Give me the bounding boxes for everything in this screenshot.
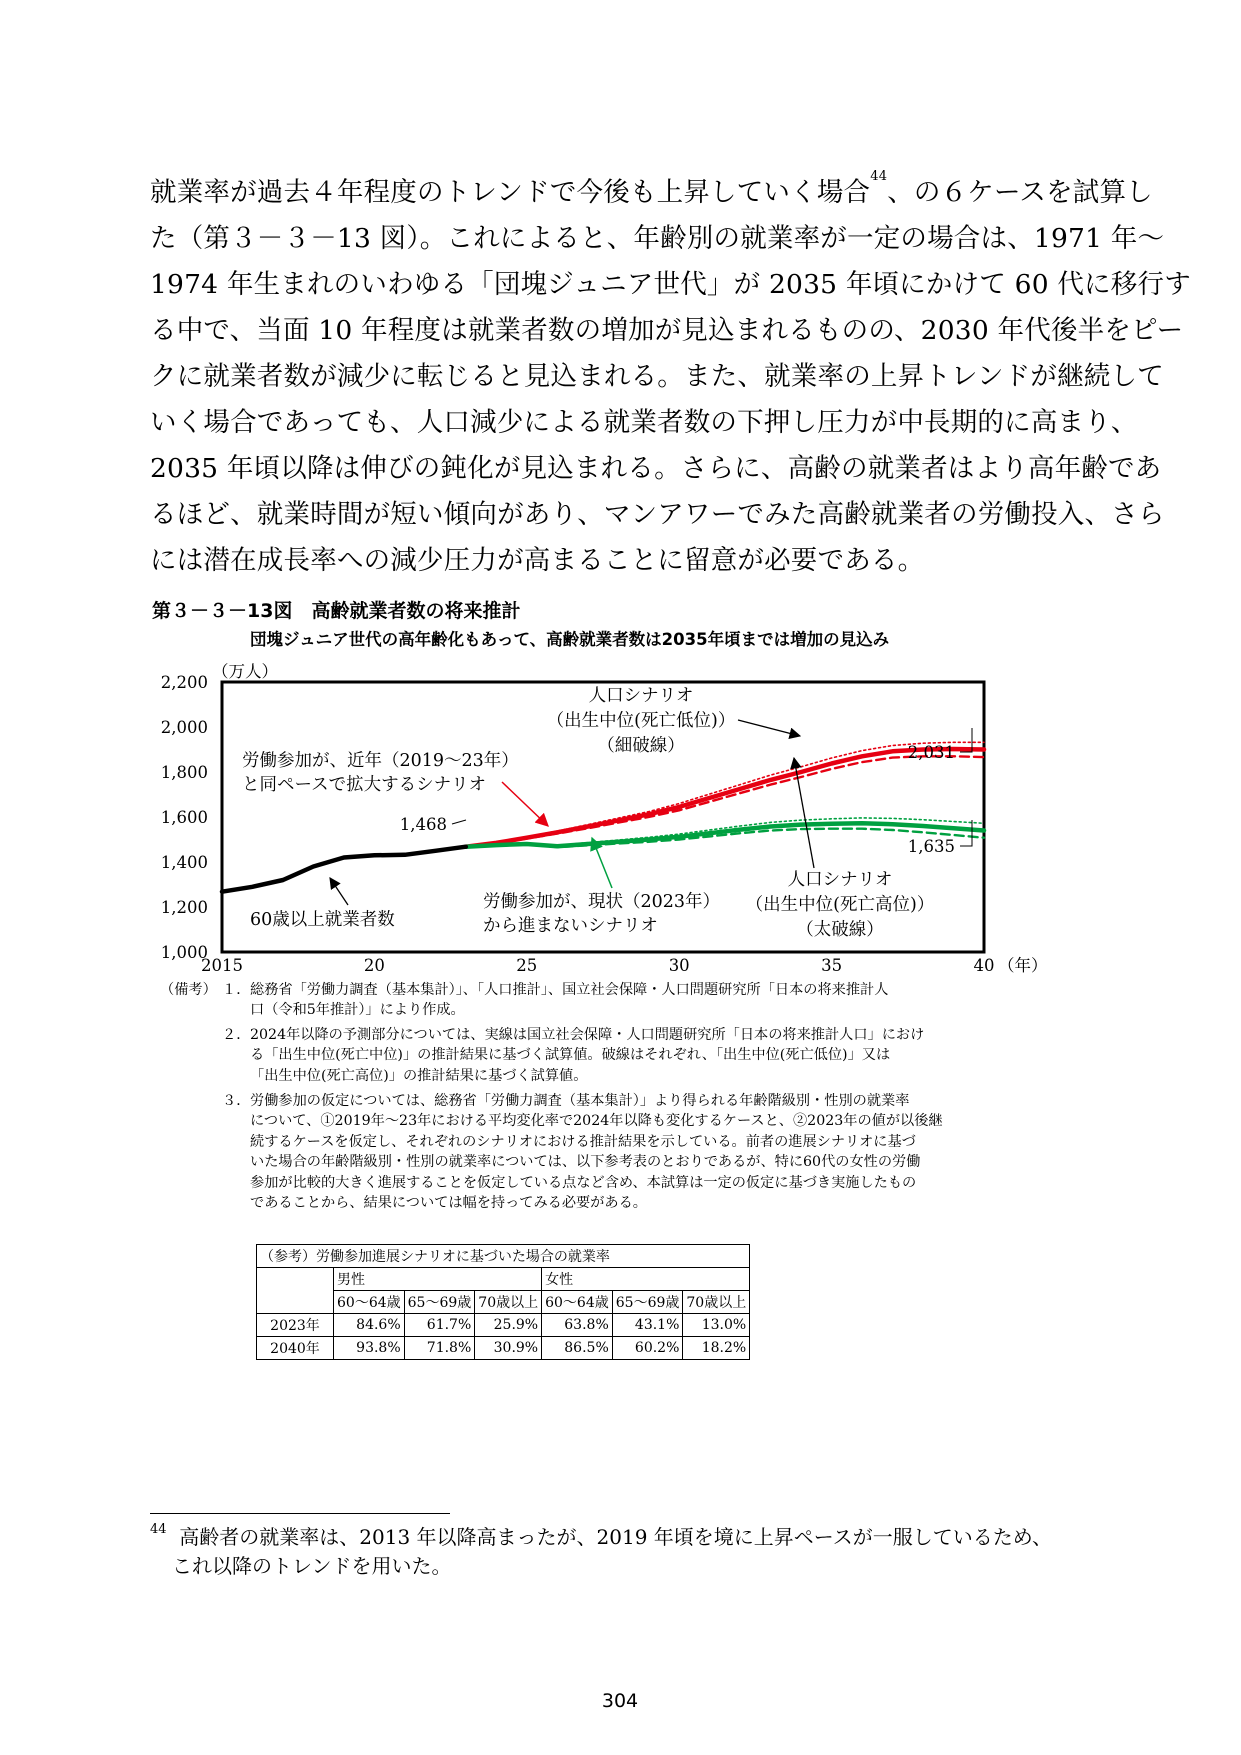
notes-heading: （備考） (160, 982, 217, 998)
figure-title: 第３－３－13図 高齢就業者数の将来推計 (152, 600, 521, 622)
body-line: るほど、就業時間が短い傾向があり、マンアワーでみた高齢就業者の労働投入、さら (150, 499, 1165, 530)
table-cell: 86.5% (542, 1337, 613, 1360)
table-header: 70歳以上 (475, 1291, 542, 1314)
table-group-male: 男性 (334, 1268, 542, 1291)
footnote-mark: 44 (150, 1522, 167, 1537)
y-tick-label: 2,000 (160, 718, 208, 737)
note-text: 総務省「労働力調査（基本集計）」、「人口推計」、国立社会保障・人口問題研究所「日本の将来推計人 (250, 982, 889, 998)
x-unit-label: （年） (998, 956, 1048, 975)
x-tick-label: 25 (516, 956, 538, 975)
footnote (150, 1523, 1090, 1581)
annotation-actual: 60歳以上就業者数 (250, 910, 395, 930)
note-text: 2024年以降の予測部分については、実線は国立社会保障・人口問題研究所「日本の将来推計人口」におけ (250, 1027, 925, 1043)
table-cell: 13.0% (683, 1314, 750, 1337)
table-row (257, 1314, 750, 1337)
note-number: ２． (222, 1027, 251, 1043)
note-line: る「出生中位(死亡中位)」の推計結果に基づく試算値。破線はそれぞれ、「出生中位(死亡低位)」又は (250, 1047, 891, 1064)
note-line: 参加が比較的大きく進展することを仮定している点など含め、本試算は一定の仮定に基づき実施したもの (250, 1174, 917, 1191)
table-cell: 18.2% (683, 1337, 750, 1360)
y-tick-label: 2,200 (160, 673, 208, 692)
table-cell: 43.1% (612, 1314, 683, 1337)
note-item (222, 980, 1082, 1021)
table-header: 65～69歳 (404, 1291, 475, 1314)
annotation-high-death: （太破線） (796, 920, 884, 940)
footnote-line: これ以降のトレンドを用いた。 (172, 1554, 452, 1578)
table-cell: 93.8% (334, 1337, 405, 1360)
table-corner (257, 1268, 334, 1314)
figure-subtitle: 団塊ジュニア世代の高年齢化もあって、高齢就業者数は2035年頃までは増加の見込み (250, 630, 890, 649)
table-header: 65～69歳 (612, 1291, 683, 1314)
body-line: には潜在成長率への減少圧力が高まることに留意が必要である。 (150, 545, 925, 576)
annotation-statusquo: から進まないシナリオ (483, 916, 658, 936)
table-row-label: 2023年 (257, 1314, 334, 1337)
body-line: た（第３－３－13 図）。これによると、年齢別の就業率が一定の場合は、1971 年～ (150, 223, 1165, 254)
note-line (222, 1091, 1082, 1111)
footnote-line (150, 1523, 1090, 1552)
body-line-text: 、の６ケースを試算し (887, 177, 1153, 208)
table-cell: 71.8% (404, 1337, 475, 1360)
series-line-solid-thick (222, 847, 466, 892)
table-cell: 30.9% (475, 1337, 542, 1360)
body-line: 2035 年頃以降は伸びの鈍化が見込まれる。さらに、高齢の就業者はより高年齢であ (150, 453, 1162, 484)
x-tick-label: 20 (363, 956, 385, 975)
note-number: ３． (222, 1093, 251, 1109)
table-header: 60～64歳 (542, 1291, 613, 1314)
note-line: について、①2019年～23年における平均変化率で2024年以降も変化するケースと、②2023年の値が以後継 (250, 1113, 943, 1130)
x-tick-label: 30 (668, 956, 690, 975)
table-group-row (257, 1268, 750, 1291)
table-cell: 63.8% (542, 1314, 613, 1337)
note-line: いた場合の年齢階級別・性別の就業率については、以下参考表のとおりであるが、特に60代の女性の労働 (250, 1154, 921, 1171)
table-cell: 60.2% (612, 1337, 683, 1360)
note-line: 口（令和5年推計）」により作成。 (250, 1002, 465, 1019)
annotation-arrow-red (502, 782, 548, 826)
annotation-high-death: （出生中位(死亡高位)） (745, 895, 935, 915)
page-number: 304 (601, 1690, 639, 1712)
body-line-text: 就業率が過去４年程度のトレンドで今後も上昇していく場合 (150, 177, 871, 208)
annotation-low-death: 人口シナリオ (588, 686, 694, 706)
table-header: 60～64歳 (334, 1291, 405, 1314)
annotation-low-death: （細破線） (597, 736, 685, 756)
note-line (222, 980, 1082, 1000)
annotation-expand: 労働参加が、近年（2019～23年） (242, 751, 519, 771)
table-group-female: 女性 (542, 1268, 750, 1291)
annotation-arrow (330, 878, 348, 905)
table-cell: 25.9% (475, 1314, 542, 1337)
annotation-arrow-green (592, 838, 612, 888)
body-line: る中で、当面 10 年程度は就業者数の増加が見込まれるものの、2030 年代後半をピー (150, 315, 1184, 346)
table-cell: 84.6% (334, 1314, 405, 1337)
note-line: であることから、結果については幅を持ってみる必要がある。 (250, 1195, 647, 1212)
x-tick-label: 40 (973, 956, 995, 975)
annotation-expand: と同ペースで拡大するシナリオ (242, 775, 486, 795)
note-text: 労働参加の仮定については、総務省「労働力調査（基本集計）」より得られる年齢階級別・性別の就業率 (250, 1093, 910, 1109)
footnote-rule (150, 1513, 450, 1514)
note-line: 続するケースを仮定し、それぞれのシナリオにおける推計結果を示している。前者の進展シナリオに基づ (250, 1133, 916, 1150)
footnote-text: 高齢者の就業率は、2013 年以降高まったが、2019 年頃を境に上昇ペースが一服しているため、 (179, 1525, 1052, 1549)
y-tick-label: 1,000 (160, 943, 208, 962)
x-tick-label: 35 (821, 956, 843, 975)
annotation-low-death: （出生中位(死亡低位)） (546, 711, 736, 731)
annotation-statusquo: 労働参加が、現状（2023年） (483, 892, 721, 912)
y-unit-label: （万人） (212, 662, 278, 681)
table-row-label: 2040年 (257, 1337, 334, 1360)
table-row (257, 1337, 750, 1360)
value-label: 2,031 (907, 743, 955, 762)
annotation-arrow (738, 720, 800, 736)
y-tick-label: 1,400 (160, 853, 208, 872)
table-cell: 61.7% (404, 1314, 475, 1337)
reference-table (256, 1244, 750, 1360)
value-label-leader (452, 820, 466, 824)
body-line: クに就業者数が減少に転じると見込まれる。また、就業率の上昇トレンドが継続して (150, 361, 1164, 392)
table-caption: （参考）労働参加進展シナリオに基づいた場合の就業率 (257, 1245, 750, 1268)
x-tick-label: 2015 (201, 956, 243, 975)
footnote-ref[interactable]: 44 (870, 169, 888, 184)
note-number: １． (222, 982, 251, 998)
y-tick-label: 1,200 (160, 898, 208, 917)
note-item (222, 1025, 1082, 1086)
table-header: 70歳以上 (683, 1291, 750, 1314)
table-caption-row (257, 1245, 750, 1268)
note-line (222, 1025, 1082, 1045)
y-tick-label: 1,600 (160, 808, 208, 827)
y-tick-label: 1,800 (160, 763, 208, 782)
body-line: いく場合であっても、人口減少による就業者数の下押し圧力が中長期的に高まり、 (150, 407, 1138, 438)
annotation-high-death: 人口シナリオ (787, 870, 893, 890)
value-label-leader (960, 820, 972, 846)
value-label: 1,635 (907, 837, 955, 856)
note-line: 「出生中位(死亡高位)」の推計結果に基づく試算値。 (250, 1067, 588, 1084)
value-label: 1,468 (399, 815, 447, 834)
body-line: 1974 年生まれのいわゆる「団塊ジュニア世代」が 2035 年頃にかけて 60 代に移行す (150, 269, 1191, 300)
note-item (222, 1091, 1082, 1213)
